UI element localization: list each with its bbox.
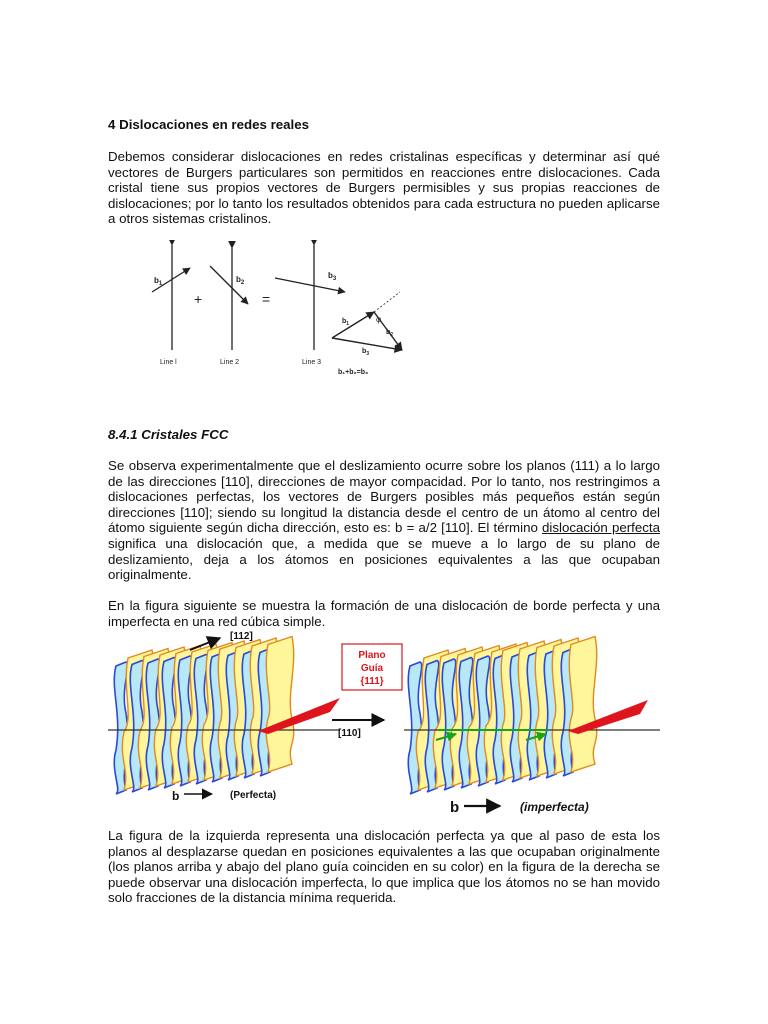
plano-label-line1: Plano xyxy=(358,650,386,661)
fcc-paragraph-text-b: significa una dislocación que, a medida que se mueve a lo largo de su plano de deslizamiento, deja a los átomos en posiciones equivalentes a las que ocupaban originalmente. xyxy=(108,535,660,583)
b2-label: $b_2$ xyxy=(236,275,245,286)
phi-symbol: φ xyxy=(376,315,382,324)
equals-sign: = xyxy=(262,291,271,307)
subsection-title: 8.4.1 Cristales FCC xyxy=(108,427,229,442)
b3-label: $b_3$ xyxy=(328,271,337,282)
section-title: 4 Dislocaciones en redes reales xyxy=(108,117,310,132)
label-110: [110] xyxy=(338,728,361,739)
right-plane-10-front xyxy=(569,637,596,773)
sum-equation: b₁+b₂=b₃ xyxy=(338,369,369,376)
intro-paragraph: Debemos considerar dislocaciones en redes cristalinas específicas y determinar así qué vectores de Burgers particulares son permitidos en reacciones entre dislocaciones. Cada cristal tiene sus propios vectores de Burgers permisibles y sus propias reacciones de dislocaciones; por lo tanto los resultados obtenidos para cada estructura no pueden aplicarse a otros sistemas cristalinos. xyxy=(108,149,660,227)
perfect-dislocation-block xyxy=(108,637,340,795)
perfect-dislocation-term: dislocación perfecta xyxy=(542,520,660,536)
line-1-label: Line l xyxy=(160,359,177,366)
triangle-b1 xyxy=(332,312,374,338)
left-plane-10-front xyxy=(266,637,293,773)
imperfect-dislocation-block xyxy=(404,637,660,795)
tri-b3-label: $b_3$ xyxy=(362,348,370,357)
tri-b1-label: $b_1$ xyxy=(342,318,350,327)
line-3-label: Line 3 xyxy=(302,359,322,366)
plano-label-line3: {111} xyxy=(360,676,384,687)
imperfecta-label: (imperfecta) xyxy=(520,800,589,814)
b1-label: $b_1$ xyxy=(154,276,163,287)
fcc-paragraph xyxy=(108,458,660,583)
plus-sign: + xyxy=(194,291,203,307)
figure-explanation-paragraph: La figura de la izquierda representa una dislocación perfecta ya que al paso de esta los planos al desplazarse quedan en posiciones equivalentes a las que ocupaban originalmente (los planos arriba y abajo del plano guía coinciden en su color) en la figura de la derecha se puede observar una dislocación imperfecta, lo que implica que los átomos no se han movido solo fracciones de la distancia mínima requerida. xyxy=(108,828,660,906)
b-left-label: b xyxy=(172,789,180,803)
dislocation-planes-figure xyxy=(108,628,660,818)
triangle-b3 xyxy=(332,338,402,350)
line-2-label: Line 2 xyxy=(220,359,240,366)
figure-intro-paragraph: En la figura siguiente se muestra la formación de una dislocación de borde perfecta y una imperfecta en una red cúbica simple. xyxy=(108,598,660,629)
phi-reference-line xyxy=(374,292,400,312)
label-112: [112] xyxy=(230,631,253,642)
plano-label-line2: Guía xyxy=(360,663,384,674)
fcc-paragraph-text-a: Se observa experimentalmente que el deslizamiento ocurre sobre los planos (111) a lo largo de las direcciones [110], direcciones de mayor compacidad. Por lo tanto, nos restringimos a dislocaciones perfectas, los vectores de Burgers posibles más pequeños están según direcciones [110]; siendo su longitud la distancia desde el centro de un átomo al centro del átomo siguiente según dicha dirección, esto es: b = a/2 [110]. El término xyxy=(108,458,660,536)
b-right-label: b xyxy=(450,799,460,816)
perfecta-label: (Perfecta) xyxy=(230,790,277,801)
burgers-vector-figure xyxy=(140,240,420,380)
tri-b2-label: $b_2$ xyxy=(386,329,394,338)
